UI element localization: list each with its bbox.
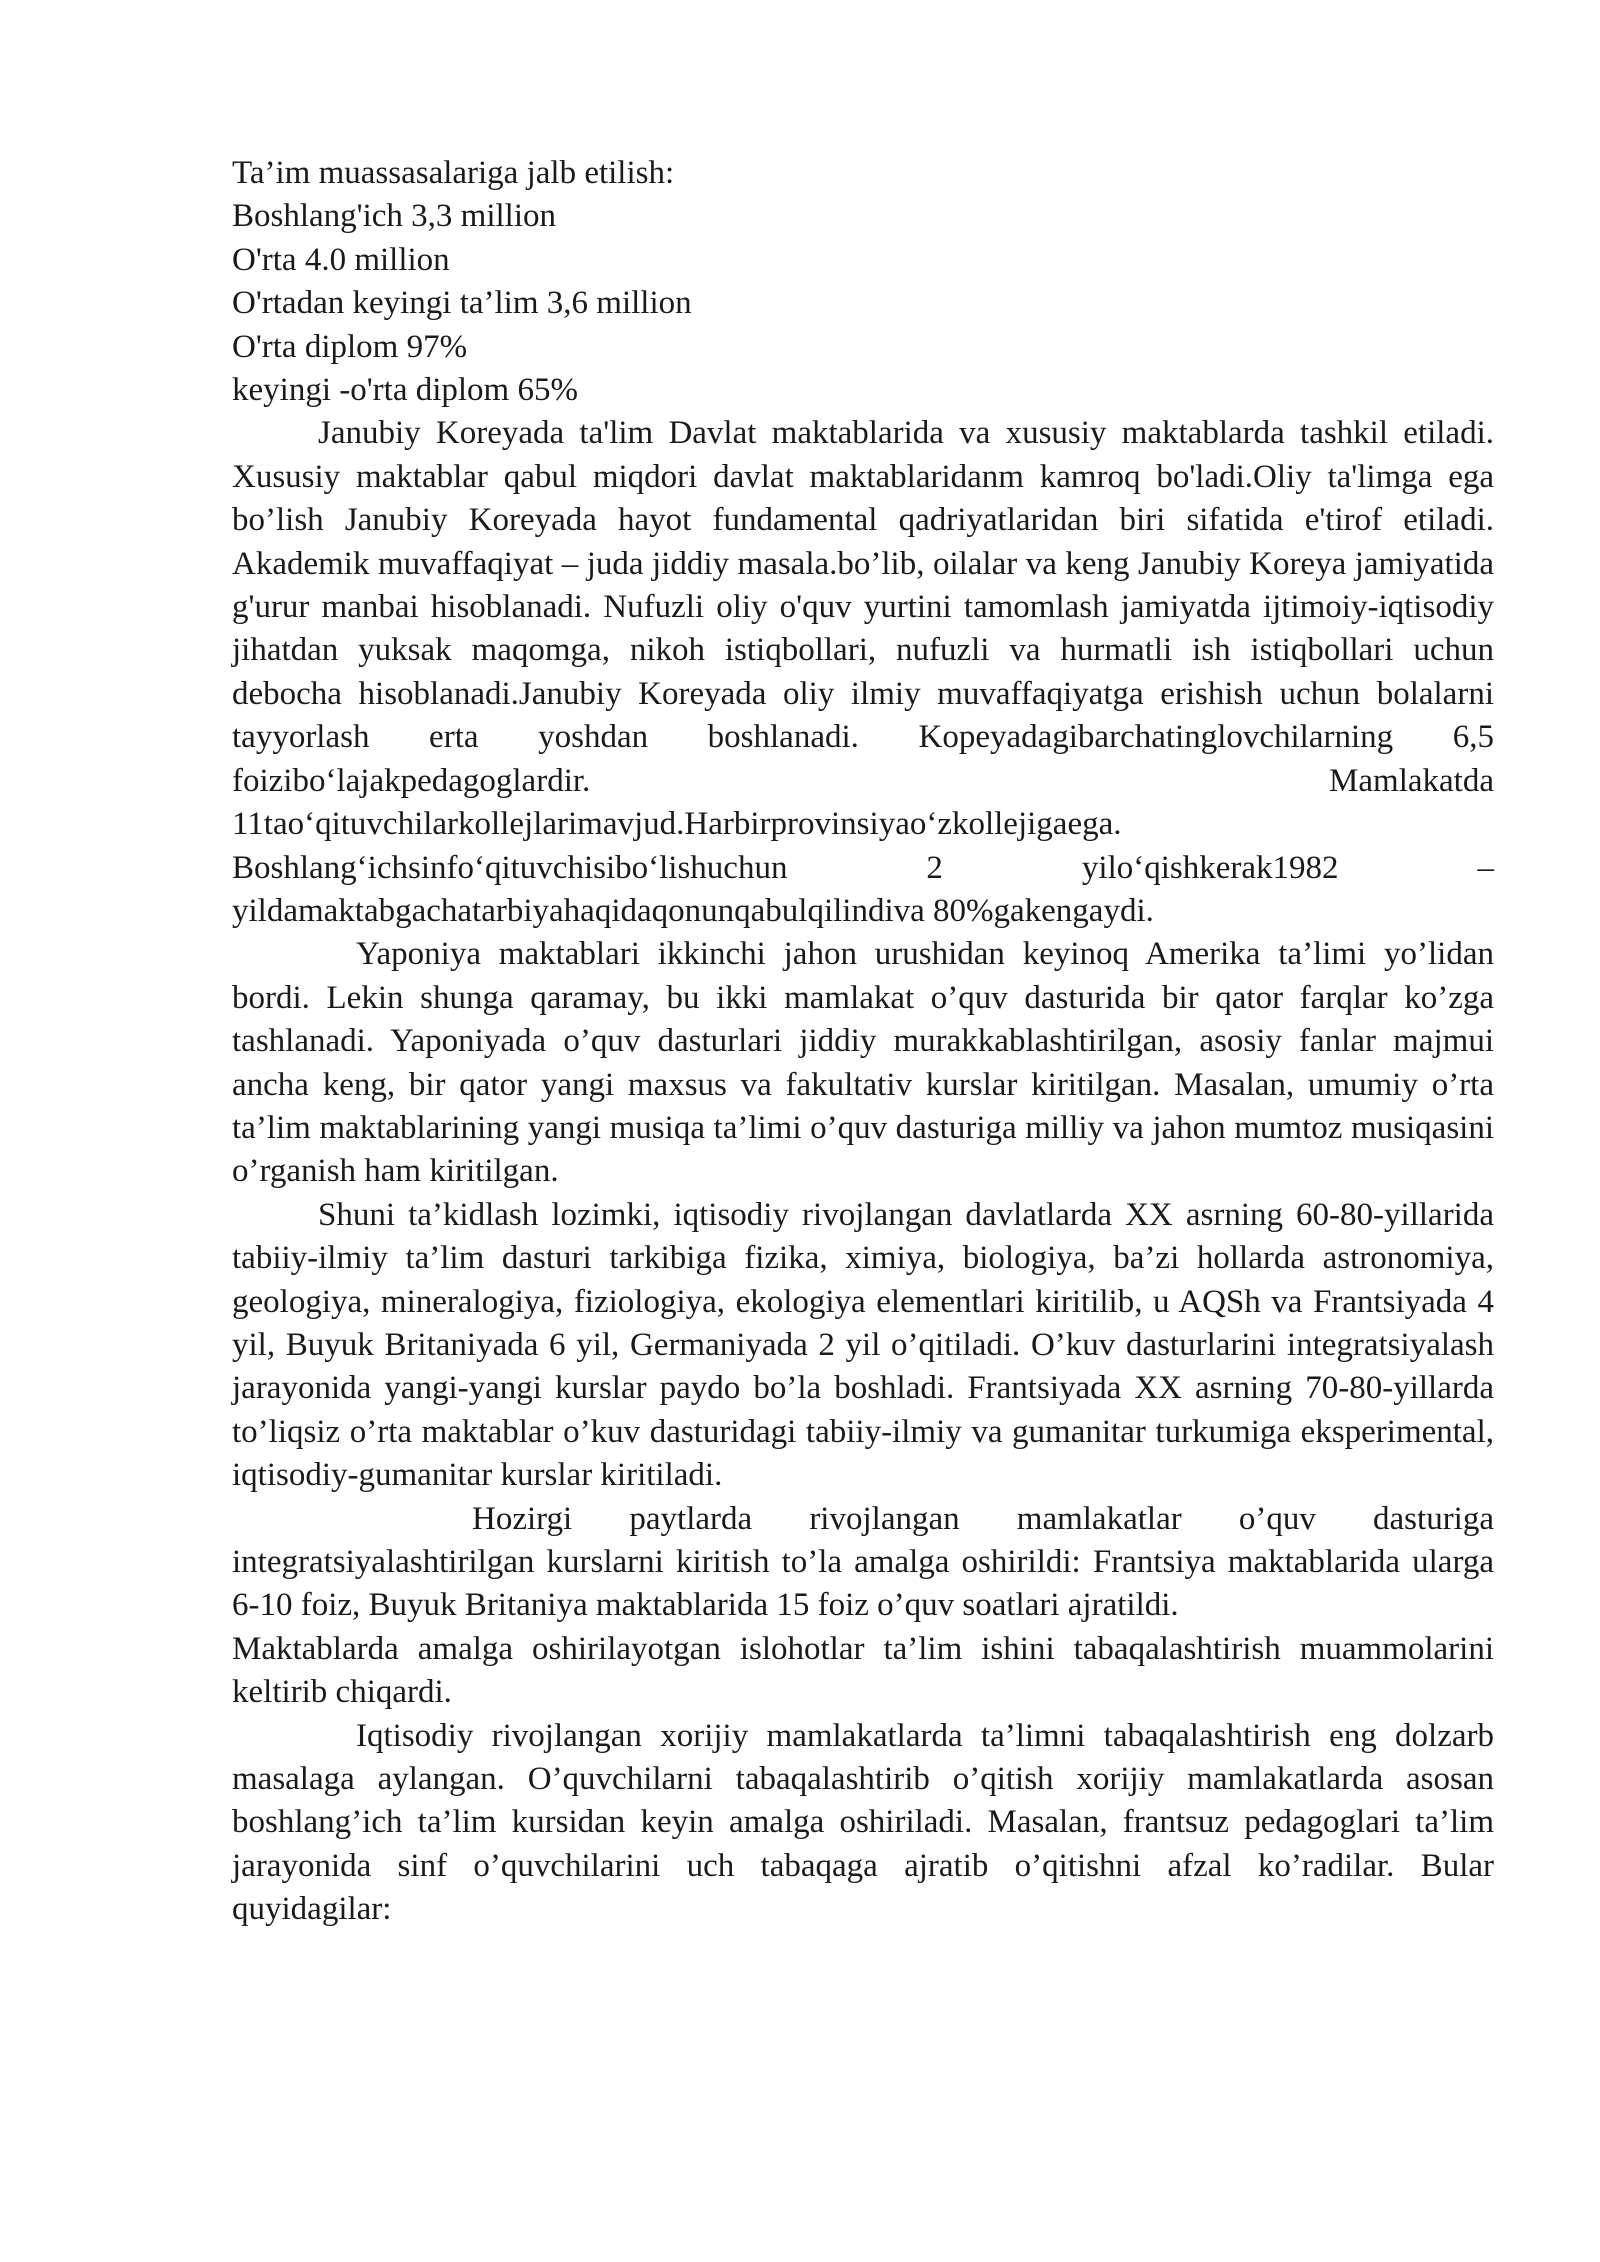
secondary-diploma: O'rta diplom 97% <box>232 328 468 365</box>
enrollment-secondary: O'rta 4.0 million <box>232 241 450 278</box>
enrollment-post-secondary: O'rtadan keyingi ta’lim 3,6 million <box>232 285 692 322</box>
paragraph-japan: Yaponiya maktablari ikkinchi jahon urushidan keyinoq Amerika ta’limi yo’lidan bordi. Lekin shunga qaramay, bu ikki mamlakat o’quv dasturida bir qator farqlar ko’zga tashlanadi. Yaponiyada o’quv dasturlari jiddiy murakkablashtirilgan, asosiy fanlar majmui ancha keng, bir qator yangi maxsus va fakultativ kurslar kiritilgan. Masalan, umumiy o’rta ta’lim maktablarining yangi musiqa ta’limi o’quv dasturiga milliy va jahon mumtoz musiqasini o’rganish ham kiritilgan. <box>232 936 1494 1190</box>
paragraph-reforms: Maktablarda amalga oshirilayotgan islohotlar ta’lim ishini tabaqalashtirish muammolarini keltirib chiqardi. <box>232 1630 1494 1711</box>
enrollment-primary: Boshlang'ich 3,3 million <box>232 198 557 235</box>
document-body <box>232 152 1494 1932</box>
post-secondary-diploma: keyingi -o'rta diplom 65% <box>232 372 578 409</box>
paragraph-korea: Janubiy Koreyada ta'lim Davlat maktablarida va xususiy maktablarda tashkil etiladi. Xususiy maktablar qabul miqdori davlat maktablaridanm kamroq bo'ladi.Oliy ta'limga ega bo’lish Janubiy Koreyada hayot fundamental qadriyatlaridan biri sifatida e'tirof etiladi. Akademik muvaffaqiyat – juda jiddiy masala.bo’lib, oilalar va keng Janubiy Koreya jamiyatida g'urur manbai hisoblanadi. Nufuzli oliy o'quv yurtini tamomlash jamiyatda ijtimoiy-iqtisodiy jihatdan yuksak maqomga, nikoh istiqbollari, nufuzli va hurmatli ish istiqbollari uchun debocha hisoblanadi.Janubiy Koreyada oliy ilmiy muvaffaqiyatga erishish uchun bolalarni tayyorlash erta yoshdan boshlanadi. Kopeyadagibarchatinglovchilarning 6,5 foizibo‘lajakpedagoglardir. Mamlakatda 11tao‘qituvchilarkollejlarimavjud.Harbirprovinsiyao‘zkollejigaega. Boshlang‘ichsinfo‘qituvchisibo‘lishuchun 2 yilo‘qishkerak1982 – yildamaktabgachatarbiyahaqidaqonunqabulqilindiva 80%gakengaydi. <box>232 415 1494 929</box>
paragraph-current: Hozirgi paytlarda rivojlangan mamlakatlar o’quv dasturiga integratsiyalashtirilgan kurslarni kiritish to’la amalga oshirildi: Frantsiya maktablarida ularga 6-10 foiz, Buyuk Britaniya maktablarida 15 foiz o’quv soatlari ajratildi. <box>232 1500 1494 1624</box>
paragraph-differentiation: Iqtisodiy rivojlangan xorijiy mamlakatlarda ta’limni tabaqalashtirish eng dolzarb masalaga aylangan. O’quvchilarni tabaqalashtirib o’qitish xorijiy mamlakatlarda asosan boshlang’ich ta’lim kursidan keyin amalga oshiriladi. Masalan, frantsuz pedagoglari ta’lim jarayonida sinf o’quvchilarini uch tabaqaga ajratib o’qitishni afzal ko’radilar. Bular quyidagilar: <box>232 1717 1494 1928</box>
paragraph-integration: Shuni ta’kidlash lozimki, iqtisodiy rivojlangan davlatlarda XX asrning 60-80-yillarida tabiiy-ilmiy ta’lim dasturi tarkibiga fizika, ximiya, biologiya, ba’zi hollarda astronomiya, geologiya, mineralogiya, fiziologiya, ekologiya elementlari kiritilib, u AQSh va Frantsiyada 4 yil, Buyuk Britaniyada 6 yil, Germaniyada 2 yil o’qitiladi. O’kuv dasturlarini integratsiyalash jarayonida yangi-yangi kurslar paydo bo’la boshladi. Frantsiyada XX asrning 70-80-yillarda to’liqsiz o’rta maktablar o’kuv dasturidagi tabiiy-ilmiy va gumanitar turkumiga eksperimental, iqtisodiy-gumanitar kurslar kiritiladi. <box>232 1196 1494 1494</box>
enrollment-heading: Ta’im muassasalariga jalb etilish: <box>232 155 675 191</box>
